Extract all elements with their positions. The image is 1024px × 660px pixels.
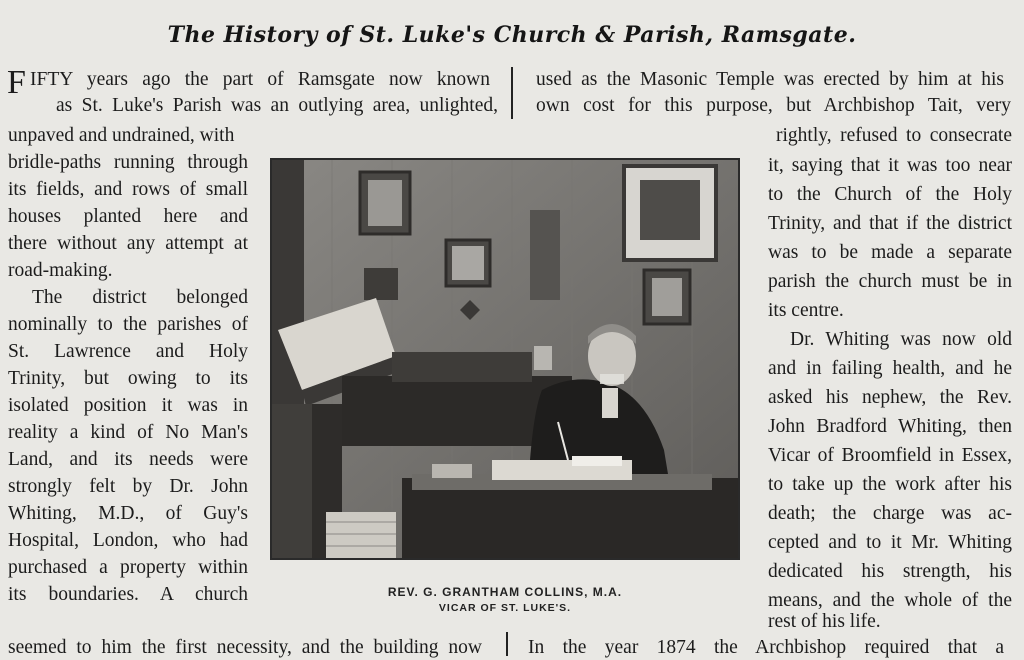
bottom-right-line: In the year 1874 the Archbishop required that a: [528, 637, 1004, 658]
top-right-line-1: used as the Masonic Temple was erected by him at his: [536, 69, 1004, 90]
photo-caption-name: REV. G. GRANTHAM COLLINS, M.A.: [387, 585, 623, 599]
right-line: Dr. Whiting was now old: [790, 329, 1012, 350]
top-right-line-2: own cost for this purpose, but Archbishop Tait, very: [536, 95, 1011, 116]
right-line: parish the church must be in: [768, 271, 1012, 292]
right-line: was to be made a separate: [768, 242, 1012, 263]
left-line: Land, and its needs were: [8, 449, 248, 470]
vicar-photograph: [270, 158, 740, 560]
right-line: it, saying that it was too near: [768, 155, 1012, 176]
left-line: St. Lawrence and Holy: [8, 341, 248, 362]
drop-cap: F: [7, 64, 26, 101]
bottom-left-line: seemed to him the first necessity, and the building now: [8, 637, 482, 658]
column-divider-top: [511, 67, 513, 119]
left-line: The district belonged: [32, 287, 248, 308]
right-line: Vicar of Broomfield in Essex,: [768, 445, 1012, 466]
left-line: its boundaries. A church: [8, 584, 248, 605]
right-line: means, and the whole of the: [768, 590, 1012, 611]
right-line: cepted and to it Mr. Whiting: [768, 532, 1012, 553]
column-divider-bottom: [506, 632, 508, 656]
right-line: rightly, refused to consecrate: [776, 125, 1012, 146]
intro-line-2: as St. Luke's Parish was an outlying area, unlighted,: [56, 95, 498, 116]
right-line: dedicated his strength, his: [768, 561, 1012, 582]
left-line: there without any attempt at: [8, 233, 248, 254]
left-line: bridle-paths running through: [8, 152, 248, 173]
right-line: John Bradford Whiting, then: [768, 416, 1012, 437]
right-line: rest of his life.: [768, 611, 881, 632]
left-line: isolated position it was in: [8, 395, 248, 416]
left-line: its fields, and rows of small: [8, 179, 248, 200]
photo-caption-title: VICAR OF ST. LUKE'S.: [438, 602, 572, 614]
left-line: strongly felt by Dr. John: [8, 476, 248, 497]
left-line: Whiting, M.D., of Guy's: [8, 503, 248, 524]
right-line: to the Church of the Holy: [768, 184, 1012, 205]
right-line: death; the charge was ac-: [768, 503, 1012, 524]
left-line: Trinity, but owing to its: [8, 368, 248, 389]
intro-line-1: IFTY years ago the part of Ramsgate now known: [30, 69, 490, 90]
left-line: unpaved and undrained, with: [8, 125, 235, 146]
left-line: Hospital, London, who had: [8, 530, 248, 551]
right-line: to take up the work after his: [768, 474, 1012, 495]
left-line: reality a kind of No Man's: [8, 422, 248, 443]
page-title: The History of St. Luke's Church & Parish, Ramsgate.: [167, 22, 857, 48]
right-line: its centre.: [768, 300, 844, 321]
right-line: Trinity, and that if the district: [768, 213, 1012, 234]
left-line: road-making.: [8, 260, 113, 281]
left-line: purchased a property within: [8, 557, 248, 578]
right-line: asked his nephew, the Rev.: [768, 387, 1012, 408]
left-line: houses planted here and: [8, 206, 248, 227]
right-line: and in failing health, and he: [768, 358, 1012, 379]
photo-illustration: [272, 160, 738, 558]
left-line: nominally to the parishes of: [8, 314, 248, 335]
